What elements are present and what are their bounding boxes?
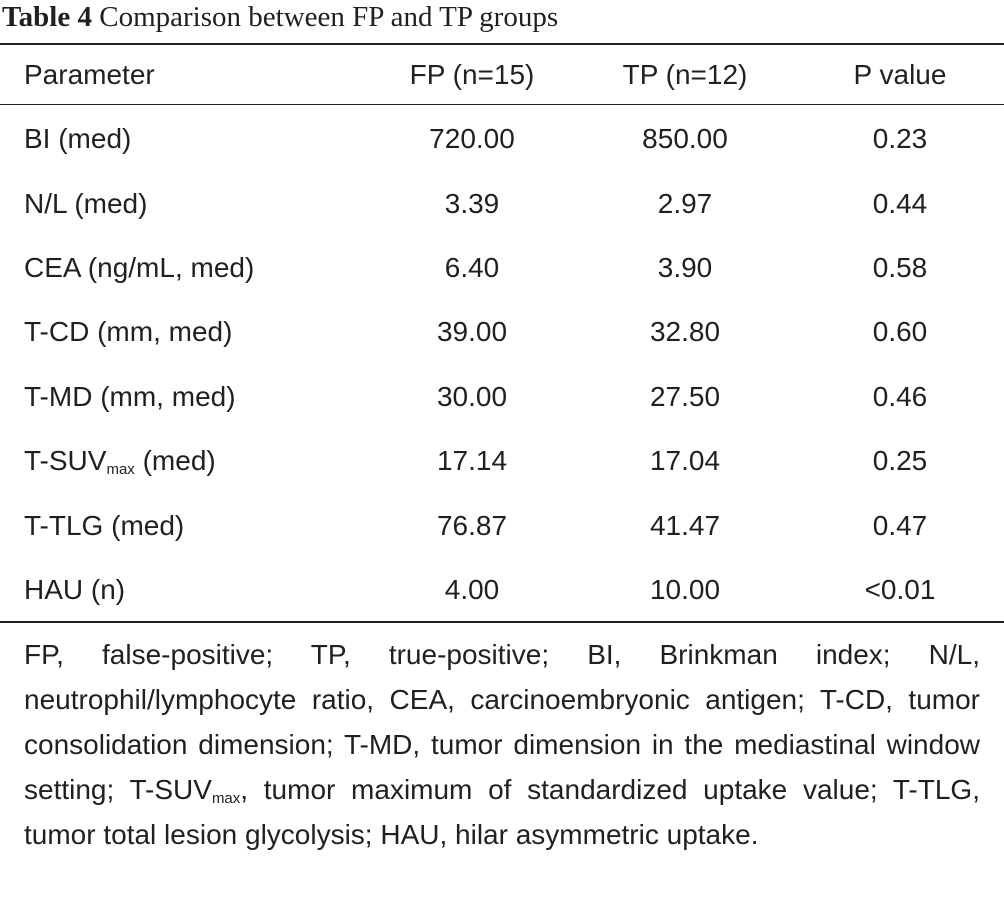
table-row [0,172,1004,236]
table-number: Table 4 [2,1,92,33]
table-row [0,494,1004,558]
header-parameter: Parameter [24,59,155,90]
row-tp-value: 17.04 [649,445,721,476]
row-p-value: 0.47 [872,510,928,541]
row-fp-value: 30.00 [436,381,508,412]
row-p-value: 0.60 [872,316,928,347]
header-tp: TP (n=12) [622,59,748,90]
header-p-value: P value [853,59,947,90]
header-rule [0,104,1004,105]
row-parameter: T-MD (mm, med) [24,381,236,412]
row-parameter: CEA (ng/mL, med) [24,252,255,283]
footnote-text-part1: FP, false-positive; TP, true-positive; BI, Brinkman index; N/L, neutrophil/lymphocyte ratio, CEA, carcinoembryonic antigen; T-CD, tumor consolidation dimension; T-MD, tumor dimension in the mediastinal window setting; T-SUV [24,639,980,805]
row-tp-value: 32.80 [649,316,721,347]
table-footnote [24,632,980,857]
row-fp-value: 39.00 [436,316,508,347]
row-fp-value: 76.87 [436,510,508,541]
row-p-value: 0.25 [872,445,928,476]
table-row [0,429,1004,493]
row-parameter [24,429,216,493]
parameter-main: T-SUV [24,445,107,476]
row-p-value: 0.23 [872,123,928,154]
row-parameter: T-TLG (med) [24,510,185,541]
row-p-value: 0.46 [872,381,928,412]
header-fp: FP (n=15) [409,59,535,90]
row-parameter: BI (med) [24,123,132,154]
row-fp-value: 720.00 [429,123,515,154]
parameter-tail: (med) [134,445,216,476]
row-parameter: T-CD (mm, med) [24,316,233,347]
row-fp-value: 3.39 [444,188,500,219]
row-fp-value: 17.14 [436,445,508,476]
table-row [0,107,1004,171]
row-fp-value: 6.40 [444,252,500,283]
row-tp-value: 3.90 [657,252,713,283]
row-tp-value: 2.97 [657,188,713,219]
row-p-value: 0.44 [872,188,928,219]
row-tp-value: 10.00 [649,574,721,605]
row-tp-value: 41.47 [649,510,721,541]
parameter-subscript: max [106,461,135,478]
row-p-value: <0.01 [864,574,936,605]
footnote-subscript: max [211,790,241,807]
row-parameter: HAU (n) [24,574,126,605]
table-row [0,558,1004,622]
table-header-row [0,43,1004,107]
table-title: Comparison between FP and TP groups [99,1,559,33]
table-row [0,236,1004,300]
table-row [0,365,1004,429]
table-caption [2,0,558,36]
footnote-text-part2: , tumor maximum of standardized uptake value; T-TLG, tumor total lesion glycolysis; HAU, hilar asymmetric uptake. [24,774,980,850]
row-parameter: N/L (med) [24,188,148,219]
row-p-value: 0.58 [872,252,928,283]
row-tp-value: 27.50 [649,381,721,412]
row-fp-value: 4.00 [444,574,500,605]
bottom-rule [0,621,1004,623]
table-row [0,300,1004,364]
row-tp-value: 850.00 [642,123,728,154]
